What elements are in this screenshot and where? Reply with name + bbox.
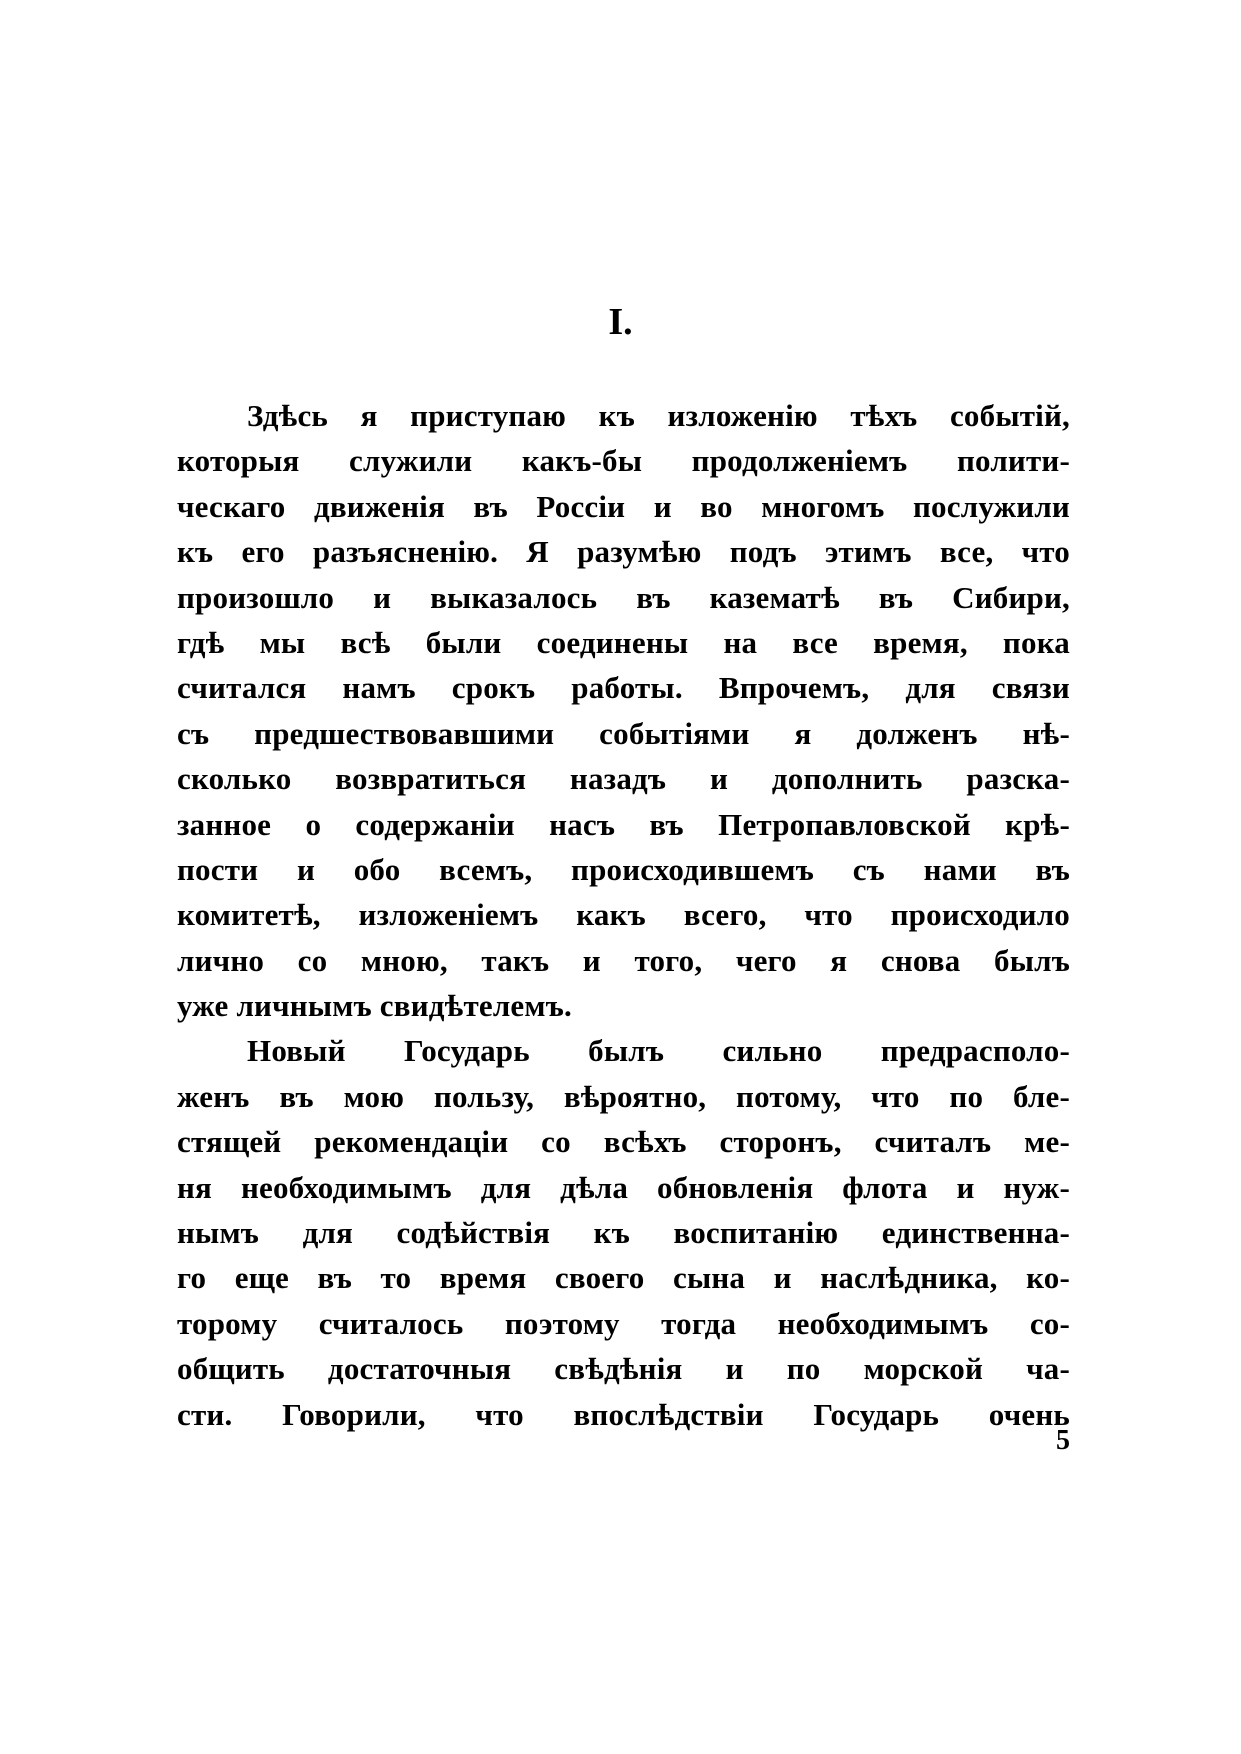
paragraph-1-line: пости и обо всемъ, происходившемъ съ нами въ: [177, 851, 1070, 887]
paragraph-1-line: комитетѣ, изложеніемъ какъ всего, что происходило: [177, 897, 1070, 933]
paragraph-1-line: сколько возвратиться назадъ и дополнить разска-: [177, 761, 1070, 797]
chapter-heading: I.: [608, 301, 633, 343]
paragraph-2-line: женъ въ мою пользу, вѣроятно, потому, что по бле-: [177, 1078, 1070, 1114]
paragraph-1-line: съ предшествовавшими событіями я долженъ нѣ-: [177, 715, 1070, 751]
paragraph-1-line: произошло и выказалось въ казематѣ въ Сибири,: [177, 579, 1070, 615]
paragraph-2-line: сти. Говорили, что впослѣдствіи Государь очень: [177, 1396, 1070, 1432]
paragraph-1-line: занное о содержаніи насъ въ Петропавловской крѣ-: [177, 806, 1070, 842]
paragraph-1-line: лично со мною, такъ и того, чего я снова былъ: [177, 942, 1070, 978]
paragraph-1-line: ческаго движенія въ Россіи и во многомъ послужили: [177, 488, 1070, 524]
page-number: 5: [1056, 1425, 1070, 1456]
paragraph-2-line: общить достаточныя свѣдѣнія и по морской ча-: [177, 1351, 1070, 1387]
paragraph-2-line: Новый Государь былъ сильно предрасполо-: [247, 1033, 1070, 1069]
paragraph-2-line: го еще въ то время своего сына и наслѣдника, ко-: [177, 1260, 1070, 1296]
paragraph-2-line: стящей рекомендаціи со всѣхъ сторонъ, считалъ ме-: [177, 1124, 1070, 1160]
body-text: [177, 393, 1070, 1437]
paragraph-2-line: нымъ для содѣйствія къ воспитанію единственна-: [177, 1215, 1070, 1251]
paragraph-2-line: ня необходимымъ для дѣла обновленія флота и нуж-: [177, 1169, 1070, 1205]
paragraph-1-line: къ его разъясненію. Я разумѣю подъ этимъ все, что: [177, 534, 1070, 570]
paragraph-1-line: гдѣ мы всѣ были соединены на все время, пока: [177, 624, 1070, 660]
paragraph-1-line: считался намъ срокъ работы. Впрочемъ, для связи: [177, 670, 1070, 706]
paragraph-1-line: Здѣсь я приступаю къ изложенію тѣхъ событій,: [247, 398, 1070, 433]
paragraph-1-line: которыя служили какъ-бы продолженіемъ полити-: [177, 443, 1070, 479]
paragraph-2-line: торому считалось поэтому тогда необходимымъ со-: [177, 1305, 1070, 1341]
paragraph-1-line: уже личнымъ свидѣтелемъ.: [177, 988, 572, 1024]
